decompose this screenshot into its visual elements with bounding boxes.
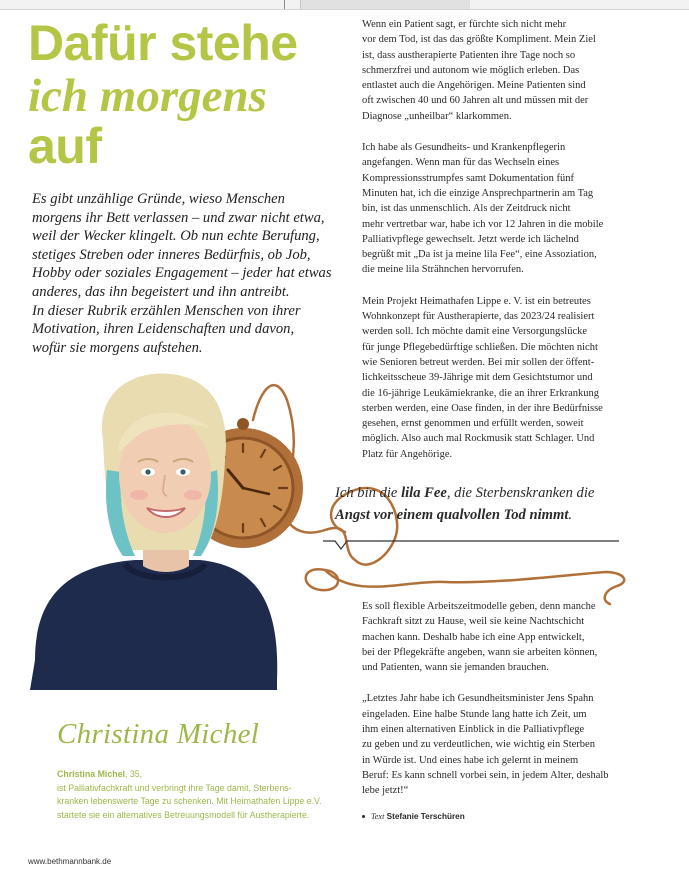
credit-author: Stefanie Terschüren bbox=[386, 812, 465, 821]
paragraph-5 bbox=[362, 691, 620, 798]
pull-quote bbox=[335, 482, 635, 526]
title-line-3: auf bbox=[28, 118, 102, 174]
person-caption bbox=[57, 768, 337, 822]
quote-divider bbox=[323, 540, 619, 554]
text-line: die 16-jährige Leukämiekranke, die an ihrer Erkrankung bbox=[362, 387, 600, 399]
intro-text bbox=[32, 190, 332, 357]
bullet-icon bbox=[362, 815, 365, 818]
caption-age: , 35, bbox=[124, 769, 143, 779]
text-line: Minuten hat, ich die einzige Ansprechpartnerin am Tag bbox=[362, 187, 594, 199]
text-line: Palliativpflege gewechselt. Jetzt werde ich lächelnd bbox=[362, 233, 579, 245]
intro-line: morgens ihr Bett verlassen – und zwar nicht etwa, bbox=[32, 209, 325, 226]
text-line: ihm einen alternativen Einblick in die Palliativpflege bbox=[362, 724, 585, 736]
text-line: vor dem Tod, ist das das größte Kompliment. Mein Ziel bbox=[362, 34, 596, 46]
quote-highlight: Angst vor einem qualvollen Tod nimmt bbox=[335, 507, 569, 523]
paragraph-1 bbox=[362, 17, 620, 124]
caption-line: ist Palliativfachkraft und verbringt ihre Tage damit, Sterbens- bbox=[57, 782, 292, 793]
caption-name: Christina Michel bbox=[57, 769, 125, 779]
article-column-top bbox=[362, 17, 620, 462]
caption-line: startete sie ein alternatives Betreuungsmodell für Austherapierte. bbox=[57, 809, 310, 820]
watch-crown bbox=[237, 418, 249, 430]
toolbar-strip bbox=[0, 0, 689, 10]
toolbar-divider bbox=[284, 0, 285, 9]
text-line: lebe jetzt!“ bbox=[362, 785, 409, 797]
text-line: Mein Projekt Heimathafen Lippe e. V. ist ein betreutes bbox=[362, 295, 591, 307]
text-line: möglich. Also auch mal Rockmusik statt Schlager. Und bbox=[362, 433, 595, 445]
text-line: eingeladen. Eine halbe Stunde lang hatte ich Zeit, um bbox=[362, 708, 587, 720]
person-name: Christina Michel bbox=[57, 718, 260, 750]
text-line: entlastet auch die Angehörigen. Meine Patienten sind bbox=[362, 80, 586, 92]
text-line: werden soll. Ich möchte damit eine Versorgungslücke bbox=[362, 326, 588, 338]
paragraph-4 bbox=[362, 599, 620, 675]
text-line: Kompressionsstrumpfes samt Dokumentation fünf bbox=[362, 172, 575, 184]
text-line: sterben werden, eine Oase finden, in der ihre Bedürfnisse bbox=[362, 402, 603, 414]
right-pupil bbox=[180, 469, 185, 474]
article-title bbox=[28, 15, 328, 174]
text-line: Platz für Angehörige. bbox=[362, 448, 453, 460]
left-pupil bbox=[145, 469, 150, 474]
text-line: machen kann. Deshalb habe ich eine App entwickelt, bbox=[362, 631, 585, 643]
earring bbox=[117, 498, 122, 503]
title-line-2: ich morgens bbox=[28, 70, 267, 122]
caption-line bbox=[57, 768, 337, 782]
text-line: in Würde ist. Und eines habe ich gelernt in meinem bbox=[362, 754, 579, 766]
text-line: ist, dass austherapierte Patienten ihre Tage noch so bbox=[362, 49, 576, 61]
text-line: Ich habe als Gesundheits- und Krankenpflegerin bbox=[362, 142, 566, 154]
text-line: begrüßt mit „Da ist ja meine lila Fee“, eine Assoziation, bbox=[362, 249, 597, 261]
text-line: Wohnkonzept für Austherapierte, das 2023/24 realisiert bbox=[362, 311, 595, 323]
text-line: Wenn ein Patient sagt, er fürchte sich nicht mehr bbox=[362, 19, 567, 30]
text-line: lichkeitsscheue 39-Jährige mit dem Gesichtstumor und bbox=[362, 372, 593, 384]
text-line: schmerzfrei und autonom wie möglich erleben. Das bbox=[362, 64, 580, 76]
text-line: bin, ist das unmenschlich. Als der Zeitdruck nicht bbox=[362, 203, 571, 215]
intro-line: wofür sie morgens aufstehen. bbox=[32, 339, 203, 356]
intro-line: stetiges Streben oder inneres Bedürfnis, ob Job, bbox=[32, 246, 311, 263]
intro-line: weil der Wecker klingelt. Ob nun echte Berufung, bbox=[32, 228, 320, 245]
text-line: gesehen, ernst genommen und erfüllt werden, soweit bbox=[362, 418, 584, 430]
text-line: oft zwischen 40 und 60 Jahren alt und müssen mit der bbox=[362, 95, 589, 107]
author-credit bbox=[362, 811, 465, 823]
quote-text: . bbox=[568, 507, 573, 523]
text-line: Fachkraft sitzt zu Hause, weil sie keine Nachtschicht bbox=[362, 616, 585, 628]
quote-highlight: lila Fee bbox=[401, 485, 447, 501]
intro-line: Motivation, ihren Leidenschaften und davon, bbox=[32, 321, 295, 338]
paragraph-2 bbox=[362, 140, 620, 278]
intro-line: anderes, das ihn begeistert und ihn antreibt. bbox=[32, 283, 290, 300]
text-line: mehr vertretbar war, habe ich vor 12 Jahren in die mobile bbox=[362, 218, 604, 230]
intro-line: Es gibt unzählige Gründe, wieso Menschen bbox=[32, 191, 285, 207]
footer-url[interactable]: www.bethmannbank.de bbox=[28, 857, 112, 866]
article-column-bottom bbox=[362, 599, 620, 799]
text-line: für junge Pflegebedürftige schließen. Die möchten nicht bbox=[362, 341, 598, 353]
caption-line: kranken lebenswerte Tage zu schenken. Mit Heimathafen Lippe e.V. bbox=[57, 796, 322, 806]
intro-line: In dieser Rubrik erzählen Menschen von ihrer bbox=[32, 302, 301, 319]
text-line: wie Senioren betreut werden. Bei mir sollen der öffent- bbox=[362, 356, 595, 368]
text-line: Es soll flexible Arbeitszeitmodelle geben, denn manche bbox=[362, 601, 596, 612]
toolbar-tab[interactable] bbox=[300, 0, 470, 9]
paragraph-3 bbox=[362, 294, 620, 462]
title-line-1: Dafür stehe bbox=[28, 15, 298, 71]
text-line: angefangen. Wenn man für das Wechseln eines bbox=[362, 157, 560, 169]
text-line: bei der Pflegekräfte angeben, wann sie arbeiten können, bbox=[362, 646, 598, 658]
text-line: Beruf: Es kann schnell vorbei sein, in jedem Alter, deshalb bbox=[362, 769, 609, 781]
right-cheek bbox=[184, 490, 202, 500]
watch-chain-loop bbox=[306, 569, 338, 590]
left-cheek bbox=[130, 490, 148, 500]
text-line: Diagnose „unheilbar“ klarkommen. bbox=[362, 110, 512, 122]
text-line: und Patienten, wann sie jemanden brauchen. bbox=[362, 662, 549, 674]
text-line: „Letztes Jahr habe ich Gesundheitsminister Jens Spahn bbox=[362, 693, 594, 705]
intro-line: Hobby oder soziales Engagement – jeder hat etwas bbox=[32, 265, 332, 282]
text-line: zu geben und zu verdeutlichen, wie wichtig ein Sterben bbox=[362, 739, 595, 751]
text-line: die meine lila Strähnchen hervorrufen. bbox=[362, 264, 524, 276]
quote-text: Ich bin die bbox=[335, 485, 402, 501]
credit-label: Text bbox=[371, 812, 385, 821]
quote-text: , die Sterbenskranken die bbox=[446, 485, 595, 501]
